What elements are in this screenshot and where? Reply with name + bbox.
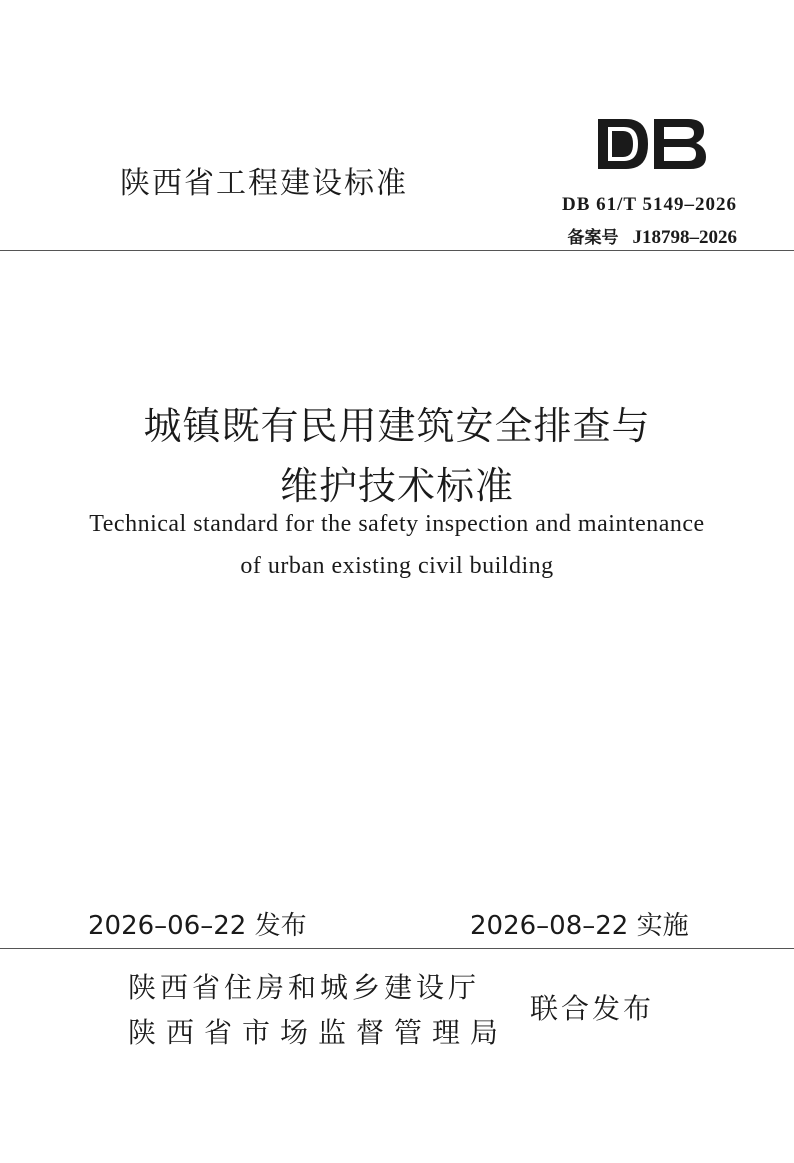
footer-divider [0,948,794,949]
issuer-market-regulation: 陕西省市场监督管理局 [128,1016,509,1049]
issuer-housing-department: 陕西省住房和城乡建设厅 [128,971,481,1004]
standard-series-label: 陕西省工程建设标准 [120,166,408,201]
standard-code: DB 61/T 5149–2026 [561,194,737,215]
header-divider [0,250,794,251]
implement-date: 2026–08–22 实施 [470,911,689,941]
joint-issue-label: 联合发布 [530,992,655,1025]
title-zh-line1: 城镇既有民用建筑安全排查与 [143,404,651,448]
db-logo [596,117,708,171]
title-en-line1: Technical standard for the safety inspection and maintenance [89,511,705,537]
title-zh-line2: 维护技术标准 [279,464,514,508]
issue-date: 2026–06–22 发布 [88,911,307,941]
title-en-line2: of urban existing civil building [240,553,554,579]
record-number: J18798–2026 [632,227,737,248]
record-number-line [568,223,738,249]
record-label: 备案号 [567,228,619,248]
